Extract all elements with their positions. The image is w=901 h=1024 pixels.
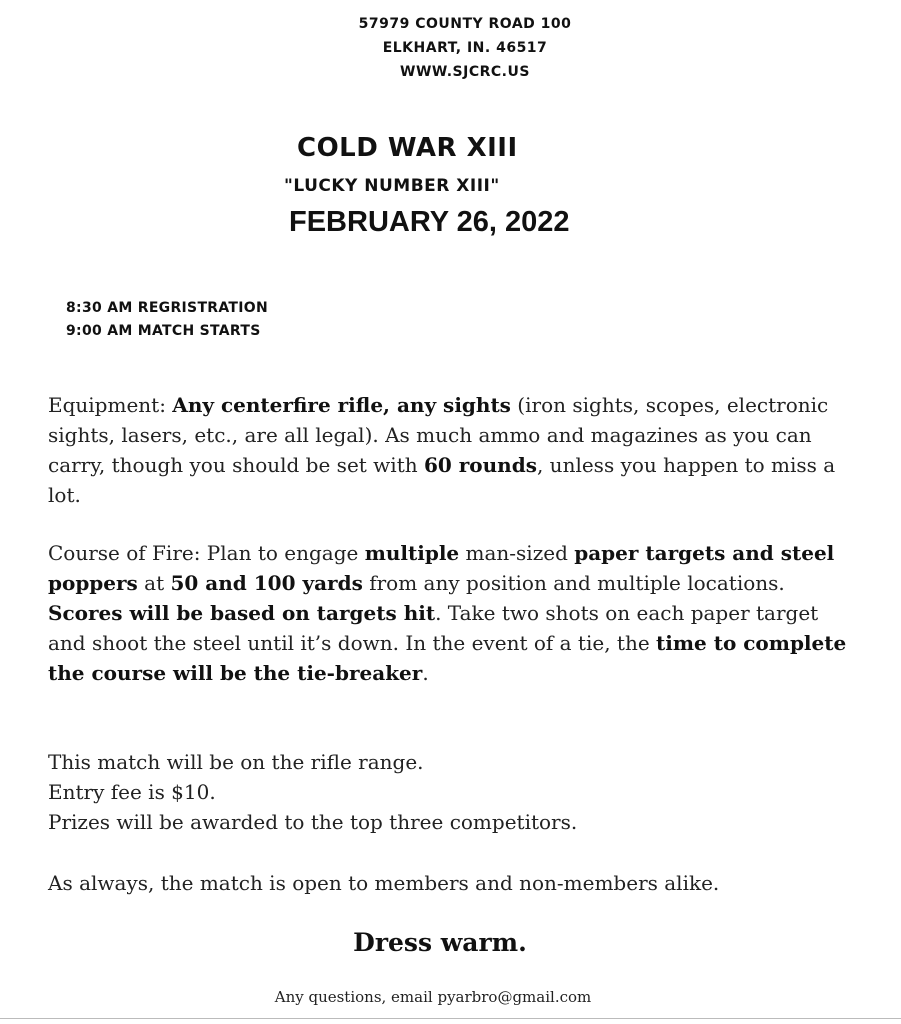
registration-time: 8:30 AM REGRISTRATION [66, 300, 268, 316]
course-text-4: . Take two shots on each paper target and shoot the steel until it’s down. In the event of a tie, the [48, 601, 819, 655]
address-line-1: 57979 COUNTY ROAD 100 [358, 16, 572, 32]
prizes-note: Prizes will be awarded to the top three competitors. [48, 810, 578, 834]
equipment-paragraph [48, 390, 848, 510]
course-bold-5: time to complete the course will be the tie-breaker [48, 631, 847, 685]
info-block [48, 747, 848, 837]
website: WWW.SJCRC.US [400, 64, 530, 80]
equipment-text-1: (iron sights, scopes, electronic sights, lasers, etc., are all legal). As much ammo and magazines as you can carry, though you should be set with [48, 393, 829, 477]
entry-fee: Entry fee is $10. [48, 780, 216, 804]
contact-line: Any questions, email pyarbro@gmail.com [274, 988, 592, 1006]
event-subtitle: "LUCKY NUMBER XIII" [284, 176, 500, 196]
dress-warm-note: Dress warm. [353, 928, 527, 957]
course-of-fire-paragraph [48, 538, 848, 688]
course-text-3: from any position and multiple locations. [362, 571, 785, 595]
equipment-bold-1: Any centerfire rifle, any sights [172, 393, 511, 417]
course-bold-4: Scores will be based on targets hit [48, 601, 436, 625]
bottom-rule [0, 1018, 901, 1019]
course-bold-2: paper targets and steel poppers [48, 541, 835, 595]
open-note: As always, the match is open to members and non-members alike. [48, 871, 720, 895]
match-start-time: 9:00 AM MATCH STARTS [66, 323, 261, 339]
event-title: COLD WAR XIII [297, 133, 518, 163]
equipment-label: Equipment: [48, 393, 173, 417]
course-text-2: at [137, 571, 171, 595]
course-label: Course of Fire: Plan to engage [48, 541, 365, 565]
course-text-5: . [422, 661, 429, 685]
equipment-text-2: , unless you happen to miss a lot. [48, 453, 836, 507]
course-bold-1: multiple [364, 541, 460, 565]
course-bold-3: 50 and 100 yards [170, 571, 363, 595]
course-text-1: man-sized [459, 541, 575, 565]
event-date: FEBRUARY 26, 2022 [289, 206, 570, 238]
address-line-2: ELKHART, IN. 46517 [382, 40, 548, 56]
equipment-bold-2: 60 rounds [423, 453, 537, 477]
range-note: This match will be on the rifle range. [48, 750, 424, 774]
